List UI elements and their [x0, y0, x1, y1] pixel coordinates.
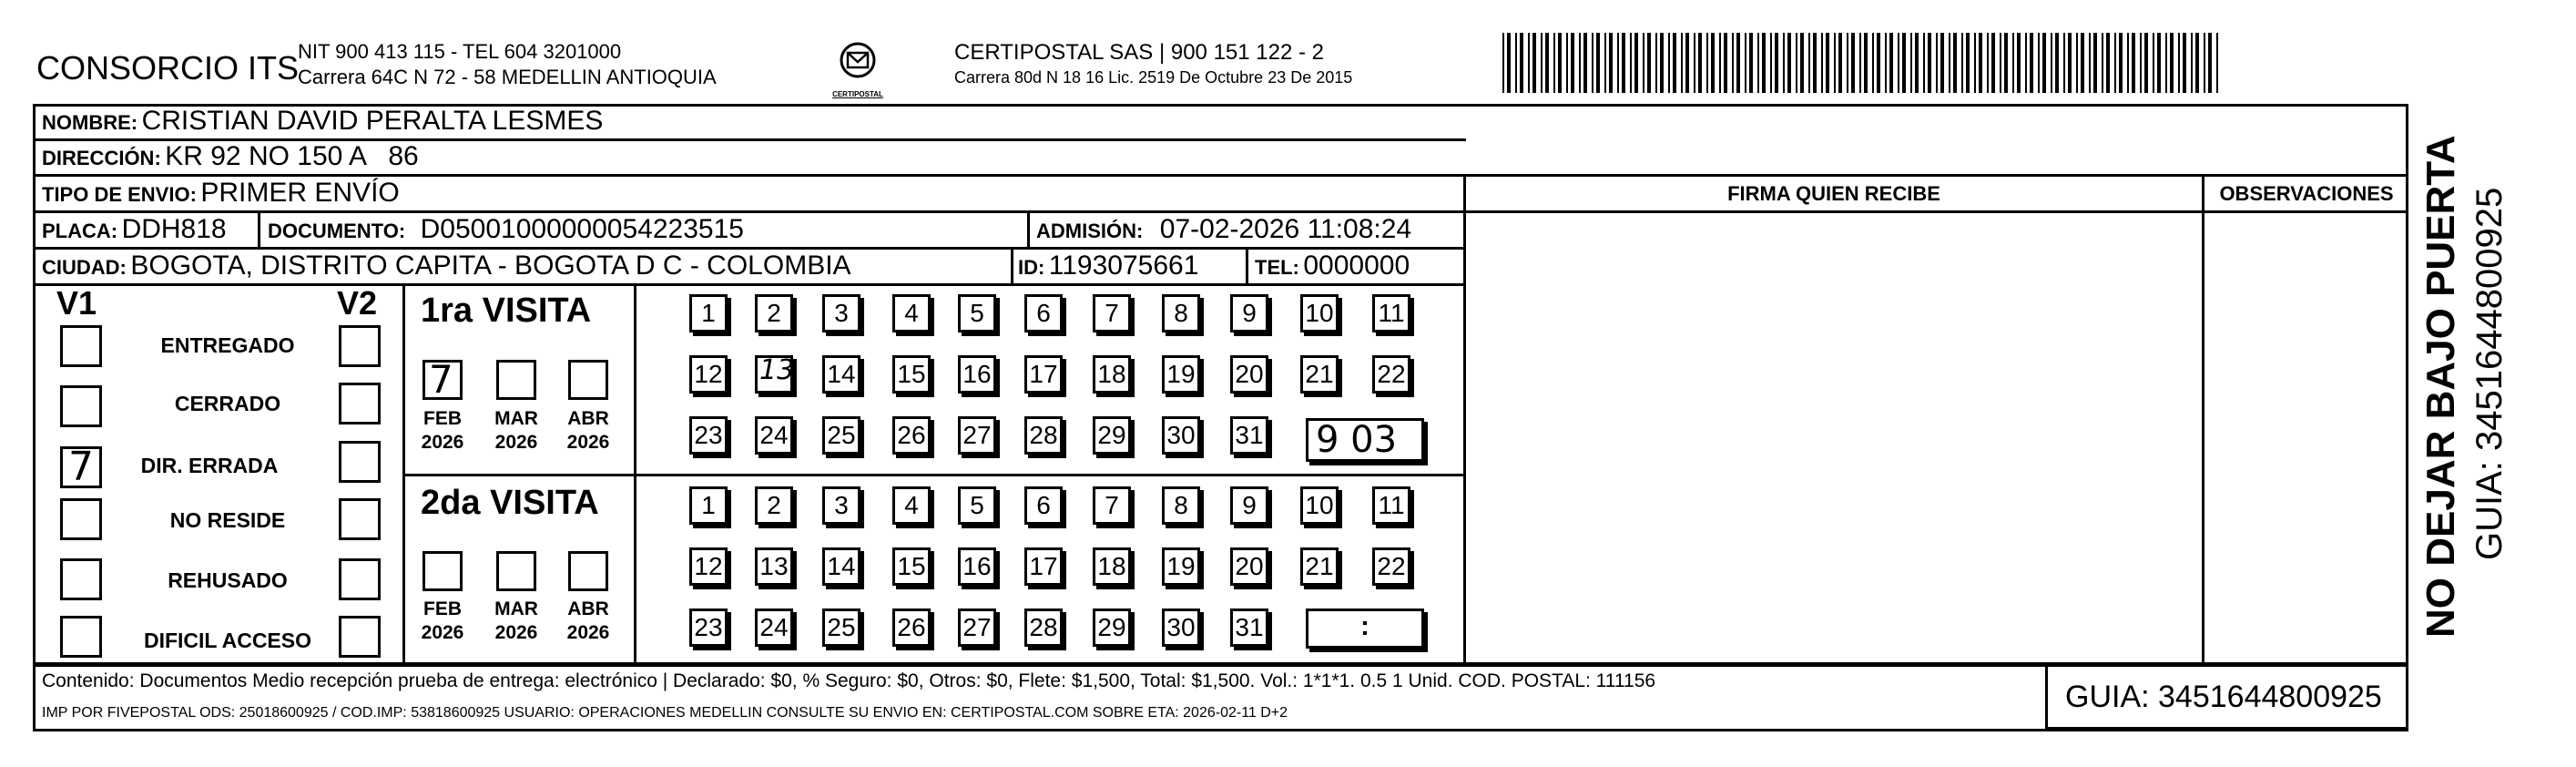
visit2-day-13[interactable]: 13: [755, 547, 793, 586]
visit1-day-20[interactable]: 20: [1230, 355, 1268, 394]
visit2-month-feb-label: [415, 598, 470, 645]
visit2-month-feb-box[interactable]: [423, 551, 463, 591]
guia-number: GUIA: 3451644800925: [2065, 680, 2382, 714]
v1-checkmark: 7: [68, 444, 94, 490]
id-label: ID:: [1018, 256, 1045, 279]
nombre-row: [42, 106, 603, 137]
visit2-feb-year: 2026: [421, 622, 464, 643]
visit2-day-6[interactable]: 6: [1024, 486, 1063, 525]
visit2-day-16[interactable]: 16: [958, 547, 996, 586]
visit2-day-12[interactable]: 12: [689, 547, 728, 586]
visit1-day-6[interactable]: 6: [1024, 294, 1063, 332]
visit2-day-8[interactable]: 8: [1162, 486, 1200, 525]
visit1-month-feb-box[interactable]: [423, 357, 463, 402]
visit1-day-22[interactable]: 22: [1372, 355, 1410, 394]
visit2-day-14[interactable]: 14: [822, 547, 860, 586]
visit2-time-placeholder: :: [1360, 611, 1369, 641]
guia-vertical: GUIA: 3451644800925: [2469, 187, 2510, 560]
visit2-time-box[interactable]: [1306, 608, 1424, 649]
admision-cell: [1036, 214, 1411, 245]
v2-checkbox-dificil-acceso[interactable]: [339, 616, 381, 658]
visit1-time-box[interactable]: [1306, 418, 1424, 462]
visit2-day-20[interactable]: 20: [1230, 547, 1268, 586]
observaciones-header: OBSERVACIONES: [2219, 182, 2394, 205]
visit2-day-19[interactable]: 19: [1162, 547, 1200, 586]
visit1-day-14[interactable]: 14: [822, 355, 860, 394]
tel-cell: [1255, 251, 1410, 281]
company-name: CONSORCIO ITS: [36, 49, 300, 87]
visit1-day-28[interactable]: 28: [1024, 416, 1063, 455]
visit1-day-29[interactable]: 29: [1093, 416, 1131, 455]
visit1-day-26[interactable]: 26: [892, 416, 931, 455]
visit2-day-22[interactable]: 22: [1372, 547, 1410, 586]
visit2-day-23[interactable]: 23: [689, 608, 728, 647]
no-dejar-bajo-puerta: NO DEJAR BAJO PUERTA: [2418, 135, 2463, 638]
visit2-day-15[interactable]: 15: [892, 547, 931, 586]
visit2-day-28[interactable]: 28: [1024, 608, 1063, 647]
nombre-label: NOMBRE:: [42, 111, 138, 134]
company-nit: NIT 900 413 115 - TEL 604 3201000: [298, 40, 622, 63]
visit1-month-feb-label: [415, 407, 470, 455]
visit2-day-4[interactable]: 4: [892, 486, 931, 525]
visit1-day-27[interactable]: 27: [958, 416, 996, 455]
visit2-day-17[interactable]: 17: [1024, 547, 1063, 586]
visit1-month-mar-label: [489, 407, 544, 455]
option-cerrado: CERRADO: [174, 392, 281, 415]
visit1-mar-text: MAR: [494, 408, 538, 429]
logo-wordmark: CERTIPOSTAL: [832, 90, 883, 98]
visit2-title: 2da VISITA: [421, 484, 599, 522]
visit2-day-18[interactable]: 18: [1093, 547, 1131, 586]
visit2-month-mar-box[interactable]: [496, 551, 536, 591]
visit1-day-17[interactable]: 17: [1024, 355, 1063, 394]
v1-checkbox-dir-errada[interactable]: [60, 446, 102, 488]
placa-row: [42, 214, 227, 245]
visit2-day-31[interactable]: 31: [1230, 608, 1268, 647]
certipostal-logo: [832, 40, 883, 104]
v1-checkbox-dificil-acceso[interactable]: [60, 616, 102, 658]
ciudad-value: BOGOTA, DISTRITO CAPITA - BOGOTA D C - COLOMBIA: [130, 251, 851, 281]
visit2-day-11[interactable]: 11: [1372, 486, 1410, 525]
v1-checkbox-rehusado[interactable]: [60, 558, 102, 600]
visit1-feb-text: FEB: [423, 408, 462, 429]
visit1-day-10[interactable]: 10: [1300, 294, 1339, 332]
visit2-mar-text: MAR: [494, 598, 538, 619]
visit1-day-30[interactable]: 30: [1162, 416, 1200, 455]
tipo-row: [42, 178, 400, 209]
visit1-month-abr-box[interactable]: [568, 360, 608, 400]
direccion-value: KR 92 NO 150 A 86: [165, 141, 419, 171]
visit1-day-12[interactable]: 12: [689, 355, 728, 394]
visit1-day-31[interactable]: 31: [1230, 416, 1268, 455]
visit1-day-25[interactable]: 25: [822, 416, 860, 455]
option-entregado: ENTREGADO: [160, 333, 295, 357]
visit1-feb-year: 2026: [421, 432, 464, 453]
v2-checkbox-entregado[interactable]: [339, 325, 381, 367]
barcode: [1502, 33, 2222, 93]
documento-value: D05001000000054223515: [420, 214, 744, 244]
id-cell: [1018, 251, 1198, 281]
visit1-day-21[interactable]: 21: [1300, 355, 1339, 394]
visit1-abr-text: ABR: [567, 408, 609, 429]
visit1-day-2[interactable]: 2: [755, 294, 793, 332]
visit2-day-21[interactable]: 21: [1300, 547, 1339, 586]
visit2-day-25[interactable]: 25: [822, 608, 860, 647]
visit2-mar-year: 2026: [494, 622, 538, 643]
visit2-day-29[interactable]: 29: [1093, 608, 1131, 647]
visit1-time-value: 9 03: [1316, 419, 1398, 461]
ciudad-label: CIUDAD:: [42, 256, 127, 279]
direccion-label: DIRECCIÓN:: [42, 147, 161, 169]
visit1-day-16[interactable]: 16: [958, 355, 996, 394]
visit2-day-2[interactable]: 2: [755, 486, 793, 525]
direccion-row: [42, 141, 419, 172]
visit2-day-1[interactable]: 1: [689, 486, 728, 525]
visit1-day-19[interactable]: 19: [1162, 355, 1200, 394]
documento-label: DOCUMENTO:: [268, 220, 406, 242]
documento-cell: [268, 214, 744, 245]
visit1-month-mark: 7: [429, 357, 453, 402]
visit2-day-24[interactable]: 24: [755, 608, 793, 647]
visit1-day-23[interactable]: 23: [689, 416, 728, 455]
visit1-day-mark: 13: [759, 354, 795, 386]
visit1-day-4[interactable]: 4: [892, 294, 931, 332]
v1-checkbox-entregado[interactable]: [60, 325, 102, 367]
placa-label: PLACA:: [42, 220, 118, 242]
visit1-month-mar-box[interactable]: [496, 360, 536, 400]
visit1-day-13[interactable]: [755, 355, 793, 394]
visit2-day-10[interactable]: 10: [1300, 486, 1339, 525]
v2-checkbox-no-reside[interactable]: [339, 498, 381, 540]
visit1-title: 1ra VISITA: [421, 291, 592, 330]
firma-header: FIRMA QUIEN RECIBE: [1727, 182, 1940, 205]
visit2-day-3[interactable]: 3: [822, 486, 860, 525]
visit2-day-5[interactable]: 5: [958, 486, 996, 525]
visit2-day-27[interactable]: 27: [958, 608, 996, 647]
barcode-graphic: [1502, 33, 2222, 93]
visit2-day-9[interactable]: 9: [1230, 486, 1268, 525]
v2-checkbox-rehusado[interactable]: [339, 558, 381, 600]
visit1-day-5[interactable]: 5: [958, 294, 996, 332]
tel-label: TEL:: [1255, 256, 1299, 279]
visit1-day-9[interactable]: 9: [1230, 294, 1268, 332]
visit2-abr-text: ABR: [567, 598, 609, 619]
visit1-day-15[interactable]: 15: [892, 355, 931, 394]
id-value: 1193075661: [1048, 251, 1199, 281]
imp-line: IMP POR FIVEPOSTAL ODS: 25018600925 / COD.IMP: 53818600925 USUARIO: OPERACIONES MEDELLIN CONSULTE SU ENVIO EN: CERTIPOSTAL.COM SOBRE ETA: 2026-02-11 D+2: [42, 705, 1288, 721]
v1-header: V1: [56, 284, 97, 322]
visit1-day-11[interactable]: 11: [1372, 294, 1410, 332]
visit2-day-26[interactable]: 26: [892, 608, 931, 647]
visit1-abr-year: 2026: [566, 432, 610, 453]
option-dir-errada: DIR. ERRADA: [140, 454, 279, 477]
visit2-day-30[interactable]: 30: [1162, 608, 1200, 647]
admision-label: ADMISIÓN:: [1036, 220, 1144, 242]
visit2-feb-text: FEB: [423, 598, 462, 619]
v2-checkbox-dir-errada[interactable]: [339, 441, 381, 483]
option-no-reside: NO RESIDE: [169, 508, 286, 532]
visit1-day-7[interactable]: 7: [1093, 294, 1131, 332]
visit1-day-3[interactable]: 3: [822, 294, 860, 332]
v2-checkbox-cerrado[interactable]: [339, 383, 381, 424]
courier-line: CERTIPOSTAL SAS | 900 151 122 - 2: [954, 40, 1324, 65]
visit2-abr-year: 2026: [566, 622, 610, 643]
visit1-mar-year: 2026: [494, 432, 538, 453]
option-dificil-acceso: DIFICIL ACCESO: [143, 629, 311, 652]
visit1-day-24[interactable]: 24: [755, 416, 793, 455]
visit1-day-18[interactable]: 18: [1093, 355, 1131, 394]
envelope-logo-icon: [832, 40, 883, 86]
visit2-month-abr-label: [561, 598, 616, 645]
visit2-month-mar-label: [489, 598, 544, 645]
visit1-month-abr-label: [561, 407, 616, 455]
company-address: Carrera 64C N 72 - 58 MEDELLIN ANTIOQUIA: [298, 66, 717, 88]
visit1-day-1[interactable]: 1: [689, 294, 728, 332]
admision-value: 07-02-2026 11:08:24: [1159, 214, 1412, 244]
v1-checkbox-cerrado[interactable]: [60, 385, 102, 427]
visit1-day-8[interactable]: 8: [1162, 294, 1200, 332]
tipo-value: PRIMER ENVÍO: [200, 178, 400, 208]
tipo-label: TIPO DE ENVIO:: [42, 183, 197, 206]
placa-value: DDH818: [121, 214, 227, 244]
nombre-value: CRISTIAN DAVID PERALTA LESMES: [141, 106, 604, 136]
ciudad-row: [42, 251, 851, 281]
option-rehusado: REHUSADO: [168, 568, 288, 592]
tel-value: 0000000: [1303, 251, 1410, 281]
visit2-day-7[interactable]: 7: [1093, 486, 1131, 525]
visit2-month-abr-box[interactable]: [568, 551, 608, 591]
v2-header: V2: [337, 284, 378, 322]
v1-checkbox-no-reside[interactable]: [60, 498, 102, 540]
contenido-line: Contenido: Documentos Medio recepción prueba de entrega: electrónico | Declarado: $0, % Seguro: $0, Otros: $0, Flete: $1,500, Total: $1,500. Vol.: 1*1*1. 0.5 1 Unid. COD. POSTAL: 111156: [42, 670, 1656, 691]
courier-address: Carrera 80d N 18 16 Lic. 2519 De Octubre 23 De 2015: [954, 68, 1353, 87]
